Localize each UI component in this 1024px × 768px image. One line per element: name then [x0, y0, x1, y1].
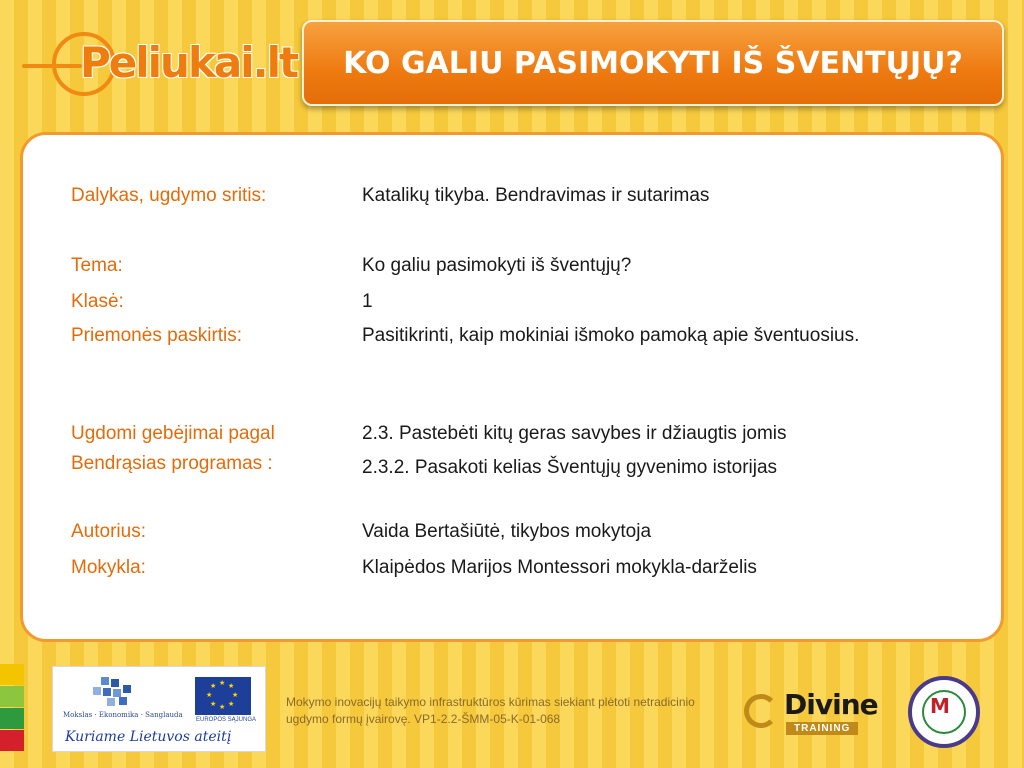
divine-training-logo[interactable] — [740, 686, 876, 740]
grade-label: Klasė: — [71, 291, 124, 312]
eu-union-text: EUROPOS SĄJUNGA — [195, 717, 256, 723]
project-description: Mokymo inovacijų taikymo infrastruktūros kūrimas siekiant plėtoti netradicinio ugdymo formų įvairovę. VP1-2.2-ŠMM-05-K-01-068 — [286, 695, 695, 726]
color-bars — [0, 664, 24, 750]
skill-item: 2.3. Pastebėti kitų geras savybes ir džiaugtis jomis — [362, 423, 787, 444]
divine-training-label: TRAINING — [786, 722, 858, 735]
eu-slogan: Kuriame Lietuvos ateitį — [65, 729, 232, 745]
school-label: Mokykla: — [71, 557, 146, 578]
eu-ministry-text: Mokslas · Ekonomika · Sanglauda — [63, 711, 183, 719]
eu-flag-icon: ★ ★ ★ ★ ★ ★ ★ ★ — [195, 677, 251, 715]
skills-label: Ugdomi gebėjimai pagal Bendrąsias programas : — [71, 423, 275, 474]
author-value: Vaida Bertašiūtė, tikybos mokytoja — [362, 521, 652, 542]
grade-value: 1 — [362, 291, 373, 312]
school-emblem-logo[interactable] — [908, 676, 980, 748]
skill-item: 2.3.2. Pasakoti kelias Šventųjų gyvenimo istorijas — [362, 457, 778, 478]
purpose-value: Pasitikrinti, kaip mokiniai išmoko pamoką apie šventuosius. — [362, 325, 860, 346]
color-bar-yellow — [0, 664, 24, 685]
subject-label: Dalykas, ugdymo sritis: — [71, 185, 267, 206]
skills-values — [362, 419, 952, 483]
topic-label: Tema: — [71, 255, 123, 276]
mosaic-icon — [93, 677, 133, 707]
peliukai-logo[interactable] — [22, 28, 298, 100]
title-banner — [302, 20, 1004, 106]
purpose-label: Priemonės paskirtis: — [71, 325, 243, 346]
color-bar-red — [0, 730, 24, 751]
topic-value: Ko galiu pasimokyti iš šventųjų? — [362, 255, 632, 276]
lesson-info-card — [20, 132, 1004, 642]
logo-text: Peliukai.lt — [80, 38, 298, 87]
subject-value: Katalikų tikyba. Bendravimas ir sutarimas — [362, 185, 710, 206]
school-value: Klaipėdos Marijos Montessori mokykla-darželis — [362, 557, 757, 578]
eu-funding-logo[interactable] — [52, 666, 266, 752]
page-title: KO GALIU PASIMOKYTI IŠ ŠVENTŲJŲ? — [343, 45, 963, 81]
author-label: Autorius: — [71, 521, 146, 542]
color-bar-green — [0, 708, 24, 729]
spiral-icon — [744, 694, 778, 728]
emblem-mark-icon: M — [930, 694, 950, 718]
divine-word: Divine — [784, 688, 878, 721]
color-bar-light-green — [0, 686, 24, 707]
